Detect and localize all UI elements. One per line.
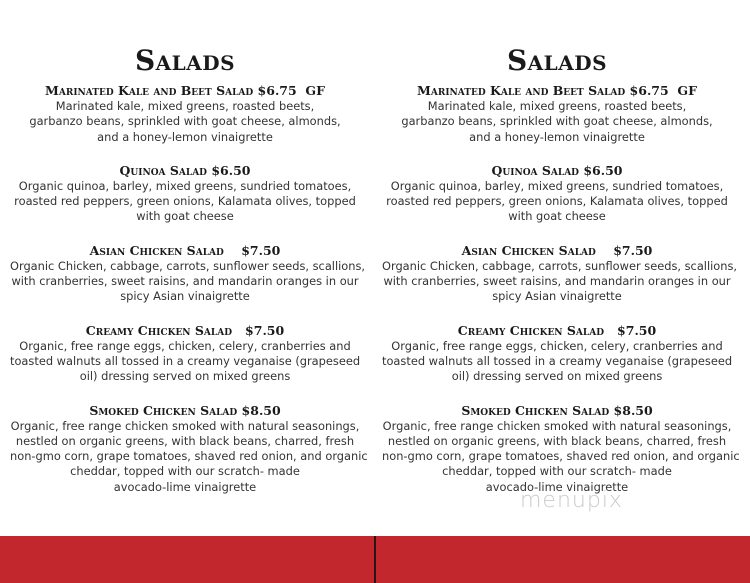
menu-item-description [10, 258, 366, 305]
description-line: Marinated kale, mixed greens, roasted beets, [427, 99, 687, 113]
menu-item [10, 402, 368, 495]
menu-item [10, 162, 360, 225]
description-line: oil) dressing served on mixed greens [79, 369, 291, 384]
description-line: Marinated kale, mixed greens, roasted beets, [55, 99, 315, 113]
description-line: oil) dressing served on mixed greens [451, 369, 663, 384]
description-line: with cranberries, sweet raisins, and mandarin oranges in our [11, 274, 359, 289]
menu-item-description [10, 99, 360, 145]
menu-item-title: Asian Chicken Salad $7.50 [461, 242, 653, 258]
description-line: Organic Chicken, cabbage, carrots, sunflower seeds, scallions, [382, 258, 738, 273]
menu-item [382, 402, 740, 495]
description-line: garbanzo beans, sprinkled with goat cheese, almonds, [401, 114, 713, 129]
description-line: with goat cheese [508, 209, 606, 224]
description-line: Organic, free range chicken smoked with natural seasonings, [382, 418, 732, 433]
menu-item [382, 242, 738, 305]
menu-item-description [382, 179, 732, 225]
description-line: spicy Asian vinaigrette [492, 289, 622, 304]
description-line: toasted walnuts all tossed in a creamy veganaise (grapeseed [382, 353, 733, 368]
description-line: roasted red peppers, green onions, Kalamata olives, topped [14, 194, 356, 209]
section-heading: Salads [134, 44, 236, 77]
description-line: Organic, free range chicken smoked with natural seasonings, [10, 418, 360, 433]
menu-item [382, 322, 732, 385]
description-line: nestled on organic greens, with black beans, charred, fresh [387, 433, 727, 448]
description-line: Organic quinoa, barley, mixed greens, sundried tomatoes, [390, 178, 724, 193]
description-line: roasted red peppers, green onions, Kalamata olives, topped [386, 194, 728, 209]
description-line: spicy Asian vinaigrette [120, 289, 250, 304]
description-line: and a honey-lemon vinaigrette [97, 129, 273, 144]
menu-item-title: Marinated Kale and Beet Salad $6.75 GF [417, 83, 697, 98]
menu-item [382, 162, 732, 225]
description-line: avocado-lime vinaigrette [113, 479, 257, 494]
menu-column-left [10, 44, 368, 512]
footer-divider [374, 536, 376, 583]
description-line: and a honey-lemon vinaigrette [469, 129, 645, 144]
menu-item-title: Quinoa Salad $6.50 [119, 162, 251, 178]
menu-item [10, 82, 360, 145]
menu-item-description [10, 418, 368, 495]
description-line: with goat cheese [136, 209, 234, 224]
description-line: Organic, free range eggs, chicken, celery, cranberries and [19, 338, 351, 353]
description-line: Organic quinoa, barley, mixed greens, sundried tomatoes, [18, 178, 352, 193]
description-line: avocado-lime vinaigrette [485, 479, 629, 494]
description-line: with cranberries, sweet raisins, and mandarin oranges in our [383, 274, 731, 289]
menu-item-description [382, 418, 740, 495]
description-line: cheddar, topped with our scratch- made [442, 464, 672, 479]
menu-item-description [382, 258, 738, 305]
menu-item [10, 242, 366, 305]
menu-item-description [382, 99, 732, 145]
description-line: toasted walnuts all tossed in a creamy veganaise (grapeseed [10, 353, 361, 368]
description-line: nestled on organic greens, with black beans, charred, fresh [15, 433, 355, 448]
menu-item-title: Creamy Chicken Salad $7.50 [457, 322, 657, 338]
menu-item-title: Creamy Chicken Salad $7.50 [85, 322, 285, 338]
menu-column-right [382, 44, 740, 512]
description-line: non-gmo corn, grape tomatoes, shaved red onion, and organic [10, 449, 368, 464]
description-line: Organic Chicken, cabbage, carrots, sunflower seeds, scallions, [10, 258, 366, 273]
description-line: non-gmo corn, grape tomatoes, shaved red onion, and organic [382, 449, 740, 464]
description-line: cheddar, topped with our scratch- made [70, 464, 300, 479]
menu-item-title: Smoked Chicken Salad $8.50 [89, 402, 281, 418]
menu-item-title: Quinoa Salad $6.50 [491, 162, 623, 178]
description-line: garbanzo beans, sprinkled with goat cheese, almonds, [29, 114, 341, 129]
description-line: Organic, free range eggs, chicken, celery, cranberries and [391, 338, 723, 353]
watermark-logo: menupix [520, 488, 623, 513]
section-heading: Salads [506, 44, 608, 77]
menu-item-description [10, 339, 360, 385]
menu-item-description [382, 339, 732, 385]
menu-item [10, 322, 360, 385]
menu-item [382, 82, 732, 145]
menu-item-title: Asian Chicken Salad $7.50 [89, 242, 281, 258]
menu-item-title: Marinated Kale and Beet Salad $6.75 GF [45, 83, 325, 98]
menu-item-description [10, 179, 360, 225]
menu-item-title: Smoked Chicken Salad $8.50 [461, 402, 653, 418]
